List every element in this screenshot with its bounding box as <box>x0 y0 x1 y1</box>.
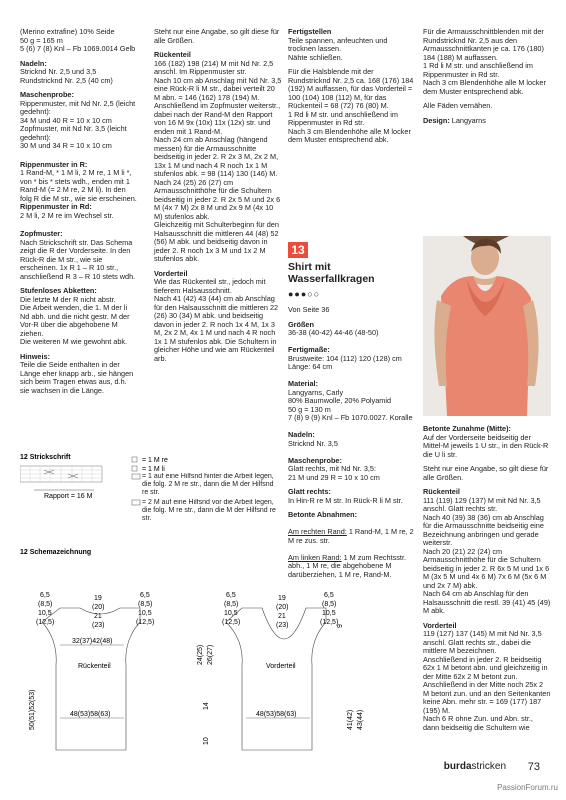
column-4 <box>423 28 551 131</box>
column-4-lower <box>423 425 551 738</box>
column-1 <box>20 28 138 401</box>
back-neck-3: 21 <box>94 613 102 620</box>
column-2 <box>154 28 282 369</box>
legend-cable-front: = 2 M auf eine Hilfsnd vor die Arbeit legen, die folg. M re str., dann die M der Hilfsnd re str. <box>142 499 276 522</box>
back-outline <box>42 608 140 750</box>
front-neck-4: (23) <box>276 622 289 629</box>
gauge2-text: Glatt rechts, mit Nd Nr. 3,5: 21 M und 29 R = 10 x 10 cm <box>288 464 380 482</box>
increase-heading: Betonte Zunahme (Mitte): <box>423 424 511 433</box>
measures-heading: Fertigmaße: <box>288 345 330 354</box>
chart-label: 12 Strickschrift <box>20 454 71 461</box>
gauge-heading: Maschenprobe: <box>20 90 74 99</box>
back-armhole-height-1: 24(25) <box>197 644 204 665</box>
back-armhole-height-2: 26(27) <box>207 644 214 665</box>
front-shoulder-3: 6,5 <box>324 592 334 599</box>
back-width-bottom: 48(53)58(63) <box>70 711 111 718</box>
stockinette-text: In Hin-R re M str. In Rück-R li M str. <box>288 495 403 505</box>
needles2-heading: Nadeln: <box>288 430 315 439</box>
back2-heading: Rückenteil <box>423 487 460 496</box>
design-heading: Design: <box>423 115 450 125</box>
back-width-top: 32(37)42(48) <box>72 638 113 645</box>
size-note-2: Steht nur eine Angabe, so gilt diese für alle Größen. <box>423 464 549 482</box>
back-mid-height: 14 <box>203 702 210 710</box>
threads-text: Alle Fäden vernähen. <box>423 101 493 110</box>
back-neck-4: (23) <box>92 622 105 629</box>
front-armhole-3: 10,5 <box>322 610 336 617</box>
back-shoulder-2: (8,5) <box>38 601 53 608</box>
bindoff-text: Die letzte M der R nicht abstr. Die Arbeit wenden, die 1. M der li Nd abh. und die nicht gestr. M der Vor-R über die abgehobene M ziehen. Die weiteren M wie gewohnt abk. <box>20 294 130 346</box>
needles-text: Stricknd Nr. 2,5 und 3,5 Rundstricknd Nr. 2,5 (40 cm) <box>20 67 113 85</box>
legend-cable-back: = 1 auf eine Hilfsnd hinter die Arbeit legen, die folg. 2 M re str., dann die M der Hilfsnd re str. <box>142 473 274 496</box>
legend-knit: = 1 M re <box>142 457 168 464</box>
back-rib-height: 10 <box>203 737 210 745</box>
gauge2-heading: Maschenprobe: <box>288 455 342 465</box>
model-number: 13 <box>288 242 308 258</box>
stockinette-heading: Glatt rechts: <box>288 487 331 496</box>
legend-purl: = 1 M li <box>142 466 165 473</box>
back2-text: 111 (119) 129 (137) M mit Nd Nr. 3,5 anschl. Glatt rechts str. Nach 40 (39) 38 (36) cm ab Anschlag für die Armausschnitte beidseitig eine Bezeichnung anbringen und gerade weiterstr. Nach 20 (21) 22 (24) cm Armausschnitthöhe für die Schultern beidseitig in jeder 2. R 6x 5 M und 1x 6 M (3x 5 M und 4x 6 M) 7x 6 M (5x 6 M und 2x 7 M) abk. Nach 64 cm ab Anschlag für den Halsausschnitt die restl. 39 (41) 45 (49) M abk. <box>423 495 551 615</box>
rib-rows-heading: Rippenmuster in R: <box>20 159 88 169</box>
back-armhole-1: 10,5 <box>38 610 52 617</box>
front-height-2: 43(44) <box>357 709 364 730</box>
front2-text: 119 (127) 137 (145) M mit Nd Nr. 3,5 anschl. Glatt rechts str., dabei die mittlere M bezeichnen. Anschließend in jeder 2. R beidseitig 62x 1 M betont abn. und gleichzeitig in der Mitte 62x 2 M betont zun. Anschließend in der Mitte noch 25x 2 M betont zun. und an den Seitenkanten keine Abn. mehr str. = 169 (177) 187 (195) M. Nach 6 R ohne Zun. und Abn. str., dann beidseitig die Schultern wie <box>423 629 551 732</box>
model-title: Shirt mit Wasserfallkragen <box>288 261 375 285</box>
model-photo-illustration <box>423 236 551 416</box>
legend-purl-swatch <box>132 466 137 471</box>
front-neck-2: (20) <box>276 604 289 611</box>
rib-rounds-heading: Rippenmuster in Rd: <box>20 202 92 211</box>
model-photo <box>423 236 551 416</box>
decrease-right-text: 1 Rand-M, 1 M re, 2 M re zus. str. <box>288 527 414 545</box>
front-armhole-1: 10,5 <box>224 610 238 617</box>
front-text: Wie das Rückenteil str., jedoch mit tieferem Halsausschnitt. Nach 41 (42) 43 (44) cm ab Anschlag für den Halsausschnitt die mittleren 22 (26) 30 (34) M abk. und beidseitig davon in jeder 2. R noch 1x 4 M, 1x 3 M, 2x 2 M, 4x 1 M und nach 4 R noch 1x 1 M stufenlos abk. Die Schultern in gleicher Höhe und wie am Rückenteil arb. <box>154 277 279 363</box>
measures-text: Brustweite: 104 (112) 120 (128) cm Länge: 64 cm <box>288 353 402 371</box>
neckband-text: Für die Halsblende mit der Rundstricknd Nr. 2,5 ca. 168 (176) 184 (192) M auffassen, für das Vorderteil = 100 (104) 108 (112) M, für das Rückenteil = 68 (72) 76 (80) M. 1 Rd li M str. und anschließend im Rippenmuster in Rd str. Nach 3 cm Blendenhöhe alle M locker dem Muster entsprechend abk. <box>288 67 414 144</box>
front-schema <box>222 592 364 750</box>
needles-heading: Nadeln: <box>20 58 47 68</box>
back-height: 50(51)52(53) <box>29 689 36 730</box>
decrease-left-text: 1 M zum Rechtsstr. abh., 1 M re, die abgehobene M darüberziehen, 1 M re, Rand-M. <box>288 552 407 579</box>
front-armhole-4: (12,5) <box>320 619 339 626</box>
back-neck-1: 19 <box>94 595 102 602</box>
sizes-text: 36-38 (40-42) 44-46 (48-50) <box>288 328 379 337</box>
front-name: Vorderteil <box>266 663 296 670</box>
increase-text: Auf der Vorderseite beidseitig der Mittel-M jeweils 1 U str., in den Rück-R die U li str. <box>423 432 549 459</box>
front-neck-depth: 9 <box>337 624 344 628</box>
column-3 <box>288 28 414 151</box>
finishing-text: Teile spannen, anfeuchten und trocknen lassen. Nähte schließen. <box>288 35 388 62</box>
back-name: Rückenteil <box>78 663 111 670</box>
front-outline <box>226 608 326 750</box>
front2-heading: Vorderteil <box>423 620 457 630</box>
front-neck-3: 21 <box>278 613 286 620</box>
gauge-text: Rippenmuster, mit Nd Nr. 2,5 (leicht gedehnt): 34 M und 40 R = 10 x 10 cm Zopfmuster, mit Nd Nr. 3,5 (leicht gedehnt): 30 M und 34 R = 10 x 10 cm <box>20 98 136 150</box>
decrease-left-label: Am linken Rand: <box>288 552 342 562</box>
watermark: PassionForum.ru <box>497 783 558 792</box>
rapport-label: Rapport = 16 M <box>44 493 93 500</box>
rib-rounds-text: 2 M li, 2 M re im Wechsel str. <box>20 210 114 220</box>
front-armhole-2: (12,5) <box>222 619 241 626</box>
legend <box>132 457 280 525</box>
pattern-diagrams <box>20 440 420 765</box>
material-text: Langyarns, Carly 80% Baumwolle, 20% Polyamid 50 g = 130 m 7 (8) 9 (9) Knl – Fb 1070.0027. Koralle <box>288 387 413 422</box>
page-number: 73 <box>527 761 540 773</box>
armhole-text: Für die Armausschnittblenden mit der Rundstricknd Nr. 2,5 aus den Armausschnittkanten je ca. 176 (180) 184 (188) M auffassen. 1 Rd li M str. und anschließend im Rippenmuster in Rd str. Nach 3 cm Blendenhöhe alle M locker dem Muster entsprechend abk. <box>423 27 546 96</box>
from-page: Von Seite 36 <box>288 305 330 314</box>
back-text: 166 (182) 198 (214) M mit Nd Nr. 2,5 anschl. Im Rippenmuster str. Nach 10 cm ab Anschlag mit Nd Nr. 3,5 eine Rück-R li M str., dabei verteilt 20 M abn. = 146 (162) 178 (194) M. Anschließend im Zopfmuster weiterstr., dabei nach der Rand-M den Rapport von 16 M 9x (10x) 11x (12x) str. und enden mit 1 Rand-M. Nach 24 cm ab Anschlag (hängend messen) für die Armausschnitte beidseitig in jeder 2. R 2x 3 M, 2x 2 M, 13x 1 M und nach 4 R noch 1x 1 M stufenlos abk. = 98 (114) 130 (146) M. Nach 24 (25) 26 (27) cm Armausschnitthöhe für die Schultern beidseitig in jeder 2. R 2x 5 M und 2x 6 M (4x 7 M) 2x 8 M und 2x 9 M (4x 10 M) stufenlos abk. Gleichzeitig mit Schulterbeginn für den Halsausschnitt die mittleren 44 (48) 52 (56) M abk. und beidseitig davon in jeder 2. R noch 1x 3 M und 1x 2 M stufenlos abk. <box>154 58 282 263</box>
back-schema <box>29 592 214 750</box>
cable-text: Nach Strickschrift str. Das Schema zeigt die R der Vorderseite. In den Rück-R die M str., wie sie erscheinen. 1x R 1 – R 10 str., anschließend R 3 – R 10 stets wdh. <box>20 237 136 281</box>
legend-knit-swatch <box>132 457 137 462</box>
back-neck-2: (20) <box>92 604 105 611</box>
rib-rows-text: 1 Rand-M, * 1 M li, 2 M re, 1 M li *, von * bis * stets wdh., enden mit 1 Rand-M (= 2 M re, 2 M li). In den folg R die M str., wie sie erscheinen. <box>20 168 137 203</box>
note-heading: Hinweis: <box>20 351 51 361</box>
material-heading: Material: <box>288 379 319 388</box>
back-shoulder-3: 6,5 <box>140 592 150 599</box>
note-text: Teile die Seide enthalten in der Länge eher knapp arb., sie hängen sich beim Tragen etwas aus, d.h. sie wachsen in die Länge. <box>20 360 134 395</box>
legend-cable-back-swatch <box>132 474 140 479</box>
front-width-bottom: 48(53)58(63) <box>256 711 297 718</box>
back-shoulder-1: 6,5 <box>40 592 50 599</box>
design-text: Langyarns <box>451 115 486 125</box>
cable-heading: Zopfmuster: <box>20 229 63 238</box>
decrease-heading: Betonte Abnahmen: <box>288 510 358 519</box>
decrease-right-label: Am rechten Rand: <box>288 527 347 536</box>
back-armhole-3: 10,5 <box>138 610 152 617</box>
legend-cable-front-swatch <box>132 500 140 505</box>
brand-bold: burda <box>443 761 472 772</box>
brand-text: stricken <box>471 761 506 772</box>
needles2-text: Stricknd Nr. 3,5 <box>288 438 338 448</box>
back-armhole-4: (12,5) <box>136 619 155 626</box>
front-height-1: 41(42) <box>347 709 354 730</box>
footer-brand <box>444 761 506 772</box>
front-shoulder-4: (8,5) <box>322 601 337 608</box>
front-neck-1: 19 <box>278 595 286 602</box>
front-heading: Vorderteil <box>154 268 188 278</box>
size-note: Steht nur eine Angabe, so gilt diese für alle Größen. <box>154 27 280 45</box>
schema-label: 12 Schemazeichnung <box>20 549 92 556</box>
front-shoulder-2: (8,5) <box>224 601 239 608</box>
back-heading: Rückenteil <box>154 50 191 59</box>
finishing-heading: Fertigstellen <box>288 27 332 36</box>
yarn-text: (Merino extrafine) 10% Seide 50 g = 165 m 5 (6) 7 (8) Knl – Fb 1069.0014 Gelb <box>20 27 136 53</box>
bindoff-heading: Stufenloses Abketten: <box>20 286 97 295</box>
back-armhole-2: (12,5) <box>36 619 55 626</box>
front-shoulder-1: 6,5 <box>226 592 236 599</box>
knitting-chart <box>20 466 102 482</box>
difficulty-dots: ●●●○○ <box>288 289 321 299</box>
back-shoulder-4: (8,5) <box>138 601 153 608</box>
sizes-heading: Größen <box>288 319 314 329</box>
